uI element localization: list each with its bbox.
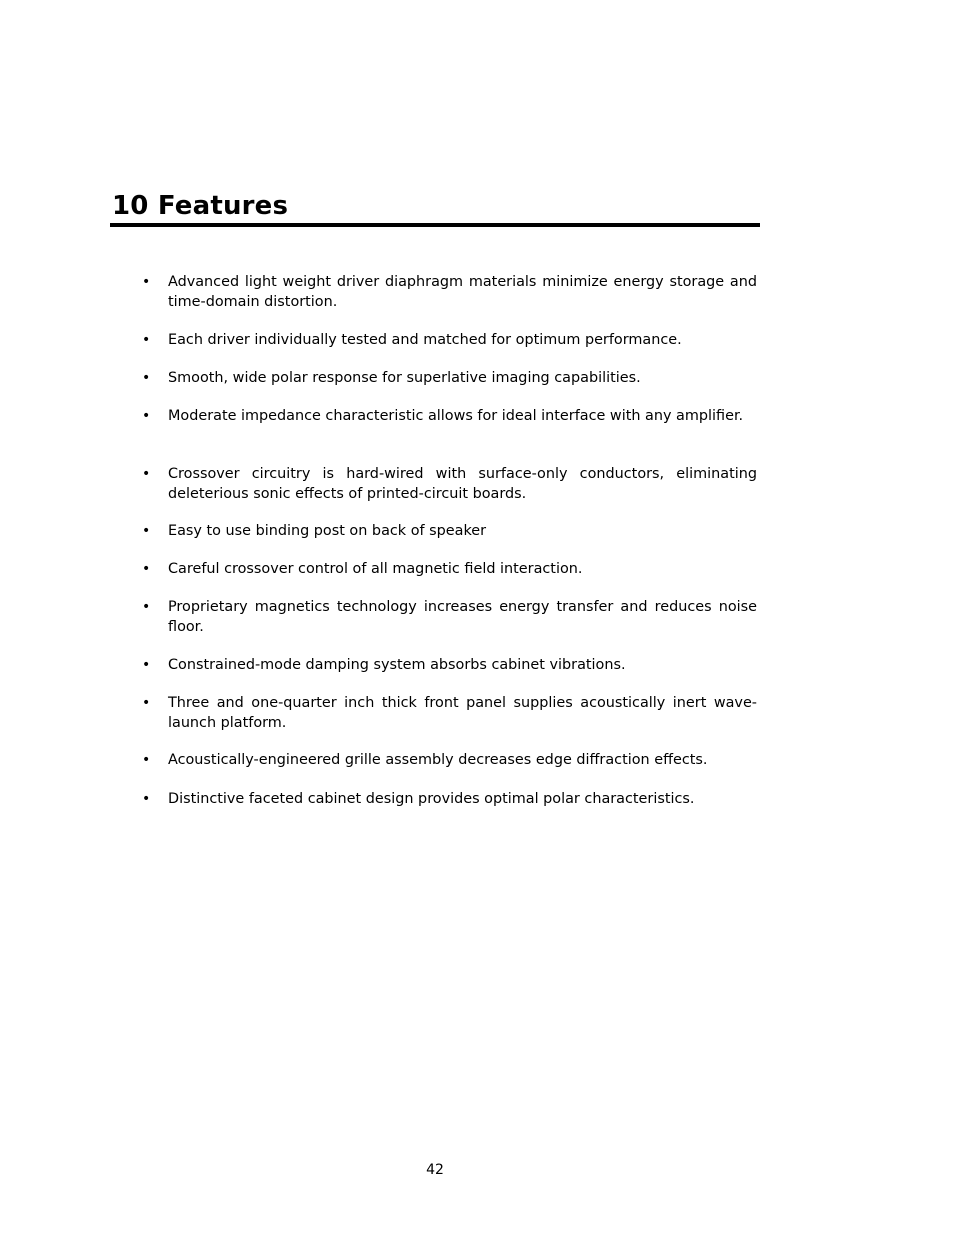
feature-text: Constrained-mode damping system absorbs cabinet vibrations.: [168, 657, 626, 673]
feature-item: [142, 273, 757, 312]
bullet-icon: •: [142, 370, 151, 386]
feature-text: Acoustically-engineered grille assembly decreases edge diffraction effects.: [168, 752, 708, 768]
feature-item: [142, 598, 757, 637]
feature-item: [142, 407, 757, 427]
feature-text: Advanced light weight driver diaphragm materials minimize energy storage and time-domain distortion.: [168, 274, 757, 310]
feature-text: Each driver individually tested and matched for optimum performance.: [168, 332, 682, 348]
section-title: 10 Features: [112, 191, 289, 221]
bullet-icon: •: [142, 599, 151, 615]
feature-text: Crossover circuitry is hard-wired with surface-only conductors, eliminating deleterious sonic effects of printed-circuit boards.: [168, 466, 757, 502]
bullet-icon: •: [142, 332, 151, 348]
feature-item: [142, 656, 757, 676]
feature-item: [142, 790, 757, 810]
bullet-icon: •: [142, 561, 151, 577]
bullet-icon: •: [142, 695, 151, 711]
bullet-icon: •: [142, 523, 151, 539]
feature-item: [142, 560, 757, 580]
feature-text: Moderate impedance characteristic allows for ideal interface with any amplifier.: [168, 408, 744, 424]
bullet-icon: •: [142, 791, 151, 807]
feature-text: Careful crossover control of all magnetic field interaction.: [168, 561, 583, 577]
bullet-icon: •: [142, 274, 151, 290]
title-underline: [110, 223, 760, 227]
feature-text: Proprietary magnetics technology increases energy transfer and reduces noise floor.: [168, 599, 757, 635]
bullet-icon: •: [142, 752, 151, 768]
feature-text: Three and one-quarter inch thick front panel supplies acoustically inert wave-launch platform.: [168, 695, 757, 731]
bullet-icon: •: [142, 408, 151, 424]
feature-item: [142, 522, 757, 542]
feature-text: Distinctive faceted cabinet design provides optimal polar characteristics.: [168, 791, 695, 807]
feature-text: Smooth, wide polar response for superlative imaging capabilities.: [168, 370, 641, 386]
bullet-icon: •: [142, 657, 151, 673]
feature-item: [142, 751, 757, 771]
feature-item: [142, 694, 757, 733]
feature-text: Easy to use binding post on back of speaker: [168, 523, 487, 539]
feature-item: [142, 369, 757, 389]
bullet-icon: •: [142, 466, 151, 482]
page-number: 42: [426, 1162, 444, 1178]
feature-item: [142, 465, 757, 504]
feature-item: [142, 331, 757, 351]
